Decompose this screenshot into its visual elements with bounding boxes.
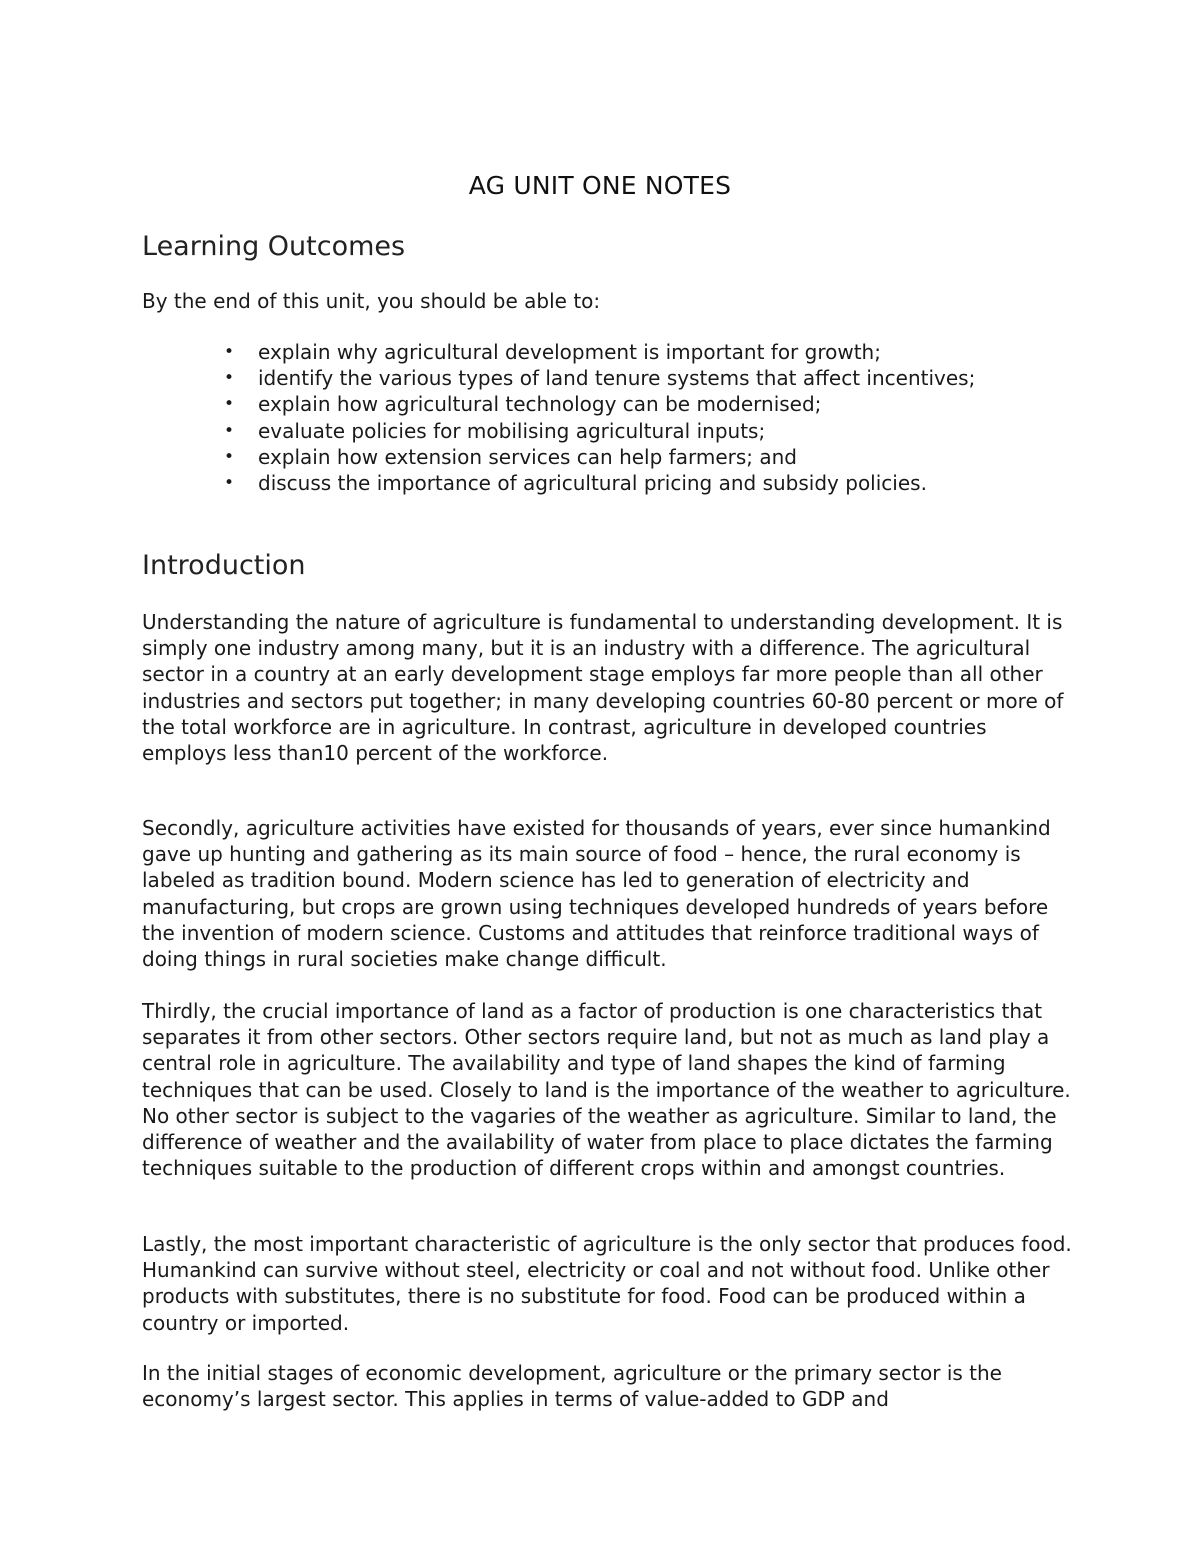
- introduction-heading: Introduction: [142, 550, 306, 581]
- list-item-text: identify the various types of land tenure systems that affect incentives;: [258, 366, 976, 391]
- list-item-text: explain why agricultural development is important for growth;: [258, 340, 881, 364]
- introduction-paragraph: Understanding the nature of agriculture is fundamental to understanding development. It is simply one industry among many, but it is an industry with a difference. The agricultural sector in a country at an early development stage employs far more people than all other industries and sectors put together; in many developing countries 60-80 percent or more of the total workforce are in agriculture. In contrast, agriculture in developed countries employs less than10 percent of the workforce.: [142, 610, 1064, 766]
- bullet-icon: •: [224, 420, 235, 441]
- list-item: [142, 418, 1042, 444]
- introduction-paragraph: In the initial stages of economic development, agriculture or the primary sector is the economy’s largest sector. This applies in terms of value-added to GDP and: [142, 1361, 1002, 1412]
- learning-outcomes-list: [142, 339, 1042, 496]
- introduction-paragraph: Lastly, the most important characteristic of agriculture is the only sector that produces food. Humankind can survive without steel, electricity or coal and not without food. Unlike other products with substitutes, there is no substitute for food. Food can be produced within a country or imported.: [142, 1232, 1072, 1335]
- list-item-text: discuss the importance of agricultural pricing and subsidy policies.: [258, 471, 927, 496]
- bullet-icon: •: [224, 342, 235, 362]
- bullet-icon: •: [224, 368, 235, 389]
- list-item: [142, 470, 1042, 496]
- introduction-paragraph: Thirdly, the crucial importance of land as a factor of production is one characteristics that separates it from other sectors. Other sectors require land, but not as much as land play a central role in agriculture. The availability and type of land shapes the kind of farming techniques that can be used. Closely to land is the importance of the weather to agriculture. No other sector is subject to the vagaries of the weather as agriculture. Similar to land, the difference of weather and the availability of water from place to place dictates the farming techniques suitable to the production of different crops within and amongst countries.: [142, 999, 1071, 1181]
- bullet-icon: •: [224, 394, 235, 415]
- introduction-paragraph: Secondly, agriculture activities have existed for thousands of years, ever since humankind gave up hunting and gathering as its main source of food – hence, the rural economy is labeled as tradition bound. Modern science has led to generation of electricity and manufacturing, but crops are grown using techniques developed hundreds of years before the invention of modern science. Customs and attitudes that reinforce traditional ways of doing things in rural societies make change difficult.: [142, 816, 1051, 972]
- list-item: [142, 365, 1042, 391]
- list-item-text: explain how extension services can help farmers; and: [258, 444, 797, 469]
- list-item: [142, 339, 1042, 365]
- list-item: [142, 391, 1042, 417]
- bullet-icon: •: [224, 473, 235, 494]
- bullet-icon: •: [224, 446, 235, 467]
- list-item-text: evaluate policies for mobilising agricultural inputs;: [258, 418, 766, 443]
- learning-outcomes-intro: By the end of this unit, you should be able to:: [142, 289, 601, 313]
- list-item-text: explain how agricultural technology can be modernised;: [258, 392, 822, 417]
- document-title: AG UNIT ONE NOTES: [468, 171, 732, 200]
- list-item: [142, 444, 1042, 470]
- learning-outcomes-heading: Learning Outcomes: [142, 231, 406, 262]
